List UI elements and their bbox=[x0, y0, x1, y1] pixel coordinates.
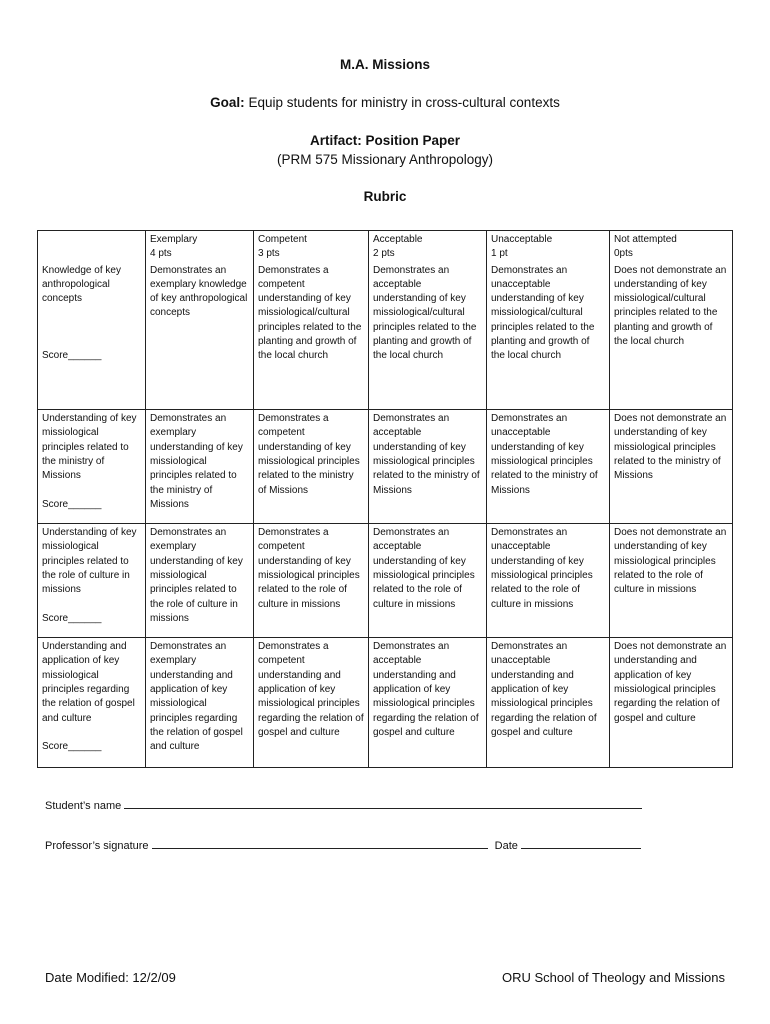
criterion-text: Understanding of key missiological principles related to the ministry of Missions bbox=[42, 413, 137, 482]
criterion-text: Understanding of key missiological principles related to the role of culture in missions bbox=[42, 527, 137, 596]
level-name: Acceptable bbox=[373, 234, 423, 245]
level-header-cell bbox=[610, 231, 733, 262]
student-name-line bbox=[45, 798, 642, 812]
level-points: 3 pts bbox=[258, 248, 280, 260]
goal-label: Goal: bbox=[210, 95, 245, 110]
descriptor-cell: Demonstrates an exemplary understanding of key missiological principles related to the role of culture in missions bbox=[146, 524, 254, 638]
corner-cell bbox=[38, 231, 146, 262]
level-name: Competent bbox=[258, 234, 307, 245]
criterion-cell bbox=[38, 524, 146, 638]
score-field[interactable]: Score______ bbox=[42, 498, 102, 510]
descriptor-cell: Demonstrates an unacceptable understanding of key missiological principles related to the ministry of Missions bbox=[487, 410, 610, 524]
descriptor-cell: Demonstrates an exemplary understanding of key missiological principles related to the ministry of Missions bbox=[146, 410, 254, 524]
criterion-row bbox=[38, 410, 733, 524]
artifact-heading: Artifact: Position Paper bbox=[309, 133, 461, 148]
date-label: Date bbox=[494, 840, 518, 852]
descriptor-cell: Does not demonstrate an understanding of key missiological principles related to the ministry of Missions bbox=[610, 410, 733, 524]
school-name: ORU School of Theology and Missions bbox=[501, 970, 725, 985]
level-header-cell bbox=[487, 231, 610, 262]
level-points: 2 pts bbox=[373, 248, 395, 260]
score-field[interactable]: Score______ bbox=[42, 740, 102, 752]
document-title: M.A. Missions bbox=[339, 57, 430, 72]
date-modified: Date Modified: 12/2/09 bbox=[45, 970, 176, 985]
descriptor-cell: Demonstrates an unacceptable understanding and application of key missiological principles regarding the relation of gospel and culture bbox=[487, 638, 610, 768]
level-header-row bbox=[38, 231, 733, 262]
descriptor-cell: Demonstrates an acceptable understanding and application of key missiological principles regarding the relation of gospel and culture bbox=[369, 638, 487, 768]
descriptor-cell: Demonstrates an acceptable understanding of key missiological/cultural principles related to the planting and growth of the local church bbox=[369, 262, 487, 410]
level-name: Exemplary bbox=[150, 234, 198, 245]
level-points: 1 pt bbox=[491, 248, 508, 260]
rubric-heading: Rubric bbox=[363, 189, 407, 204]
criterion-row bbox=[38, 638, 733, 768]
descriptor-cell: Demonstrates an acceptable understanding of key missiological principles related to the ministry of Missions bbox=[369, 410, 487, 524]
criterion-text: Understanding and application of key missiological principles regarding the relation of gospel and culture bbox=[42, 641, 135, 724]
criterion-row bbox=[38, 524, 733, 638]
level-name: Unacceptable bbox=[491, 234, 553, 245]
criterion-text: Knowledge of key anthropological concepts bbox=[42, 264, 121, 305]
descriptor-cell: Demonstrates an unacceptable understanding of key missiological/cultural principles related to the planting and growth of the local church bbox=[487, 262, 610, 410]
student-name-field[interactable] bbox=[124, 798, 642, 809]
score-field[interactable]: Score______ bbox=[42, 350, 102, 362]
descriptor-cell: Demonstrates an exemplary knowledge of key anthropological concepts bbox=[146, 262, 254, 410]
descriptor-cell: Demonstrates a competent understanding of key missiological/cultural principles related to the planting and growth of the local church bbox=[254, 262, 369, 410]
criterion-row bbox=[38, 262, 733, 410]
score-field[interactable]: Score______ bbox=[42, 612, 102, 624]
descriptor-cell: Demonstrates a competent understanding of key missiological principles related to the ministry of Missions bbox=[254, 410, 369, 524]
professor-signature-line bbox=[45, 838, 641, 852]
level-points: 0pts bbox=[614, 248, 633, 260]
level-header-cell bbox=[369, 231, 487, 262]
descriptor-cell: Does not demonstrate an understanding and application of key missiological principles regarding the relation of gospel and culture bbox=[610, 638, 733, 768]
descriptor-cell: Demonstrates an exemplary understanding and application of key missiological principles regarding the relation of gospel and culture bbox=[146, 638, 254, 768]
goal-line bbox=[0, 94, 770, 112]
criterion-cell bbox=[38, 638, 146, 768]
professor-signature-label: Professor’s signature bbox=[45, 840, 149, 852]
descriptor-cell: Demonstrates a competent understanding and application of key missiological principles regarding the relation of gospel and culture bbox=[254, 638, 369, 768]
descriptor-cell: Demonstrates an unacceptable understanding of key missiological principles related to the role of culture in missions bbox=[487, 524, 610, 638]
descriptor-cell: Demonstrates a competent understanding of key missiological principles related to the role of culture in missions bbox=[254, 524, 369, 638]
level-points: 4 pts bbox=[150, 248, 172, 260]
level-header-cell bbox=[254, 231, 369, 262]
rubric-table-body bbox=[38, 231, 733, 768]
rubric-table bbox=[37, 230, 733, 768]
criterion-cell bbox=[38, 410, 146, 524]
descriptor-cell: Does not demonstrate an understanding of key missiological principles related to the role of culture in missions bbox=[610, 524, 733, 638]
student-name-label: Student’s name bbox=[45, 800, 122, 812]
criterion-cell bbox=[38, 262, 146, 410]
professor-signature-field[interactable] bbox=[152, 838, 488, 849]
level-name: Not attempted bbox=[614, 234, 677, 245]
descriptor-cell: Does not demonstrate an understanding of key missiological/cultural principles related to the planting and growth of the local church bbox=[610, 262, 733, 410]
goal-text: Equip students for ministry in cross-cultural contexts bbox=[248, 95, 560, 110]
level-header-cell bbox=[146, 231, 254, 262]
course-name: (PRM 575 Missionary Anthropology) bbox=[276, 152, 494, 167]
date-field[interactable] bbox=[521, 838, 641, 849]
descriptor-cell: Demonstrates an acceptable understanding of key missiological principles related to the role of culture in missions bbox=[369, 524, 487, 638]
